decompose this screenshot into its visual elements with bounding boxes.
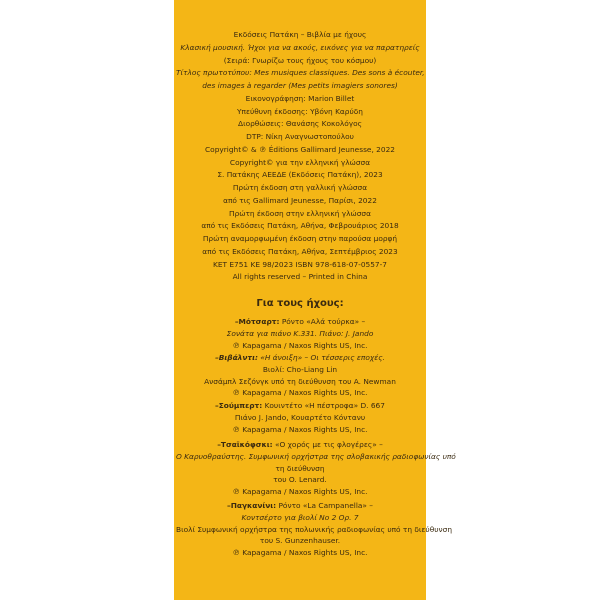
work-title: «Ο χορός με τις φλογέρες» –	[272, 440, 383, 449]
colophon-line: Εκδόσεις Πατάκη – Βιβλία με ήχους	[233, 30, 367, 39]
colophon-line: des images à regarder (Mes petits imagiers sonores)	[202, 81, 398, 90]
credit-line: τη διεύθυνση	[275, 463, 325, 473]
colophon-line: Πρώτη έκδοση στη γαλλική γλώσσα	[232, 183, 368, 192]
composer-name: –Μότσαρτ:	[234, 317, 280, 326]
credit-line: Βιολί Συμφωνική ορχήστρα της πολωνικής ραδιοφωνίας υπό τη διεύθυνση	[176, 524, 452, 534]
colophon-line: Σ. Πατάκης ΑΕΕΔΕ (Εκδόσεις Πατάκη), 2023	[217, 170, 383, 180]
colophon-line: Copyright© & ℗ Éditions Gallimard Jeunesse, 2022	[205, 144, 395, 154]
colophon-line: (Σειρά: Γνωρίζω τους ήχους του κόσμου)	[223, 55, 377, 65]
colophon-line: Τίτλος πρωτοτύπου: Mes musiques classiques. Des sons à écouter,	[176, 68, 425, 78]
colophon-line: από τις Gallimard Jeunesse, Παρίσι, 2022	[223, 195, 377, 205]
credit-line: ℗ Kapagama / Naxos Rights US, Inc.	[232, 424, 368, 434]
work-title: Ρόντο «Αλά τούρκα» –	[279, 317, 366, 326]
colophon-line: από τις Εκδόσεις Πατάκη, Αθήνα, Φεβρουάριος 2018	[201, 221, 399, 231]
credit-title-line	[176, 317, 424, 326]
colophon-line: Κλασική μουσική. Ήχοι για να ακούς, εικόνες για να παρατηρείς	[180, 42, 420, 52]
credit-line: Πιάνο J. Jando, Κουαρτέτο Κόντανυ	[234, 412, 366, 422]
colophon-line: Πρώτη έκδοση στην ελληνική γλώσσα	[229, 208, 371, 218]
colophon-line: Εικονογράφηση: Marion Billet	[245, 93, 355, 103]
colophon-line: από τις Εκδόσεις Πατάκη, Αθήνα, Σεπτέμβριος 2023	[202, 246, 398, 256]
composer-name: –Τσαϊκόφσκι:	[217, 440, 273, 449]
credit-line: ℗ Kapagama / Naxos Rights US, Inc.	[232, 487, 368, 497]
colophon-line: Πρώτη αναμορφωμένη έκδοση στην παρούσα μορφή	[202, 234, 398, 243]
credit-title-line	[176, 440, 424, 449]
colophon-line: Διορθώσεις: Θανάσης Κοκολόγος	[238, 119, 362, 129]
composer-name: –Βιβάλντι:	[215, 353, 258, 362]
credit-line: Ο Καρυοθραύστης. Συμφωνική ορχήστρα της σλοβακικής ραδιοφωνίας υπό	[176, 451, 456, 461]
credit-line: Βιολί: Cho-Liang Lin	[262, 364, 338, 374]
colophon-line: DTP: Νίκη Αναγνωστοπούλου	[246, 132, 354, 141]
composer-name: –Παγκανίνι:	[227, 501, 277, 510]
credit-title-line	[176, 353, 424, 362]
credit-line: Κοντσέρτο για βιολί Νο 2 Ορ. 7	[241, 512, 359, 522]
credit-line: του S. Gunzenhauser.	[259, 536, 341, 546]
composer-name: –Σούμπερτ:	[215, 401, 263, 410]
credit-line: του O. Lenard.	[273, 475, 327, 485]
colophon-line: Υπεύθυνη έκδοσης: Υβόνη Καρύδη	[237, 106, 363, 116]
credit-line: Ανσάμπλ Σεζόνγκ υπό τη διεύθυνση του A. Newman	[204, 376, 396, 386]
book-page	[174, 0, 456, 600]
credit-line: ℗ Kapagama / Naxos Rights US, Inc.	[232, 548, 368, 558]
credit-line: ℗ Kapagama / Naxos Rights US, Inc.	[232, 340, 368, 350]
work-title: Ρόντο «La Campanella» –	[276, 501, 373, 510]
credit-line: Σονάτα για πιάνο Κ.331. Πιάνο: J. Jando	[226, 328, 374, 338]
colophon-line: ΚΕΤ Ε751 ΚΕ 98/2023 ISBN 978-618-07-0557-7	[212, 259, 388, 269]
colophon-line: Copyright© για την ελληνική γλώσσα	[229, 157, 371, 167]
colophon-line: All rights reserved – Printed in China	[232, 272, 368, 282]
credit-title-line	[176, 401, 424, 410]
credit-title-line	[176, 501, 424, 510]
work-title: «Η άνοιξη» – Οι τέσσερις εποχές.	[257, 353, 385, 362]
sounds-heading: Για τους ήχους:	[256, 298, 344, 309]
credit-line: ℗ Kapagama / Naxos Rights US, Inc.	[232, 388, 368, 398]
work-title: Κουιντέτο «Η πέστροφα» D. 667	[262, 401, 385, 410]
